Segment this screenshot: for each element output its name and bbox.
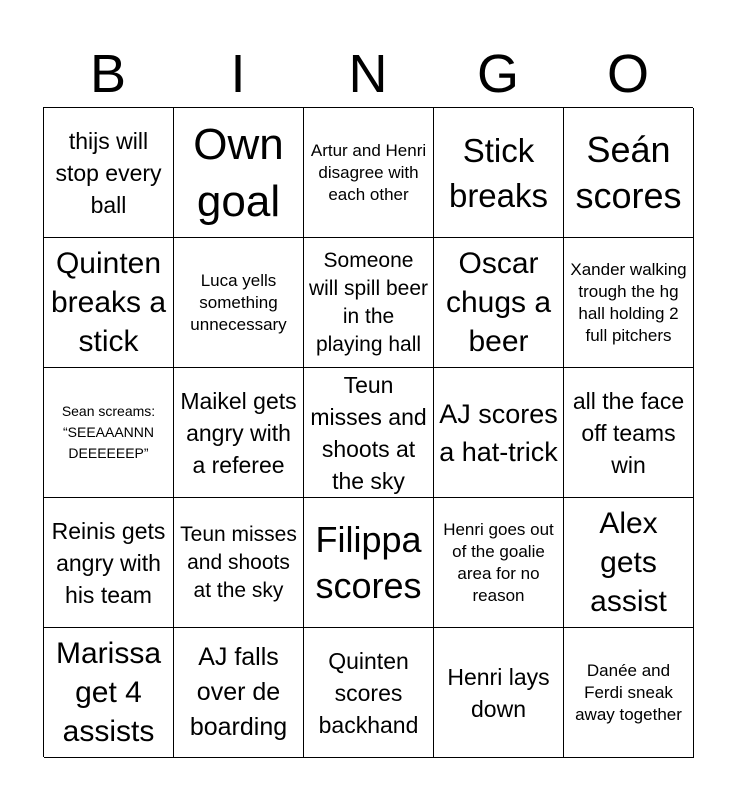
cell-text: Danée and Ferdi sneak away together bbox=[575, 660, 682, 724]
cell-text: Own goal bbox=[193, 119, 284, 226]
cell-text: Xander walking trough the hg hall holding 2 full pitchers bbox=[570, 259, 687, 345]
bingo-cell-r2c4[interactable] bbox=[434, 238, 564, 368]
header-letter-g: G bbox=[476, 44, 519, 104]
cell-text: Henri lays down bbox=[447, 663, 550, 722]
bingo-cell-r2c5[interactable] bbox=[564, 238, 694, 368]
bingo-cell-r4c5[interactable] bbox=[564, 498, 694, 628]
bingo-cell-r1c3[interactable] bbox=[304, 108, 434, 238]
cell-text: all the face off teams win bbox=[572, 387, 685, 478]
cell-text: Reinis gets angry with his team bbox=[51, 517, 166, 608]
header-letter-o: O bbox=[606, 44, 649, 104]
bingo-cell-r5c3[interactable] bbox=[304, 628, 434, 758]
cell-text: Filippa scores bbox=[315, 518, 422, 606]
bingo-cell-r3c5[interactable] bbox=[564, 368, 694, 498]
cell-text: Sean screams: “SEEAAANNN DEEEEEEP” bbox=[61, 403, 156, 461]
cell-text: Alex gets assist bbox=[590, 507, 667, 618]
header-letter-n: N bbox=[348, 44, 388, 104]
cell-text: Luca yells something unnecessary bbox=[190, 270, 287, 334]
bingo-cell-r5c4[interactable] bbox=[434, 628, 564, 758]
bingo-cell-r4c3[interactable] bbox=[304, 498, 434, 628]
bingo-cell-r3c3[interactable] bbox=[304, 368, 434, 498]
cell-text: thijs will stop every ball bbox=[55, 127, 162, 218]
cell-text: Maikel gets angry with a referee bbox=[180, 387, 297, 478]
header-letter-i: I bbox=[230, 44, 246, 104]
bingo-cell-r3c1[interactable] bbox=[44, 368, 174, 498]
cell-text: Henri goes out of the goalie area for no reason bbox=[443, 519, 554, 605]
header-letter-b: B bbox=[89, 44, 127, 104]
bingo-cell-r2c2[interactable] bbox=[174, 238, 304, 368]
bingo-header bbox=[43, 40, 693, 108]
cell-text: Teun misses and shoots at the sky bbox=[310, 371, 427, 494]
cell-text: Quinten breaks a stick bbox=[50, 247, 167, 358]
bingo-cell-r2c1[interactable] bbox=[44, 238, 174, 368]
cell-text: Seán scores bbox=[575, 128, 682, 216]
bingo-cell-r5c1[interactable] bbox=[44, 628, 174, 758]
cell-text: Marissa get 4 assists bbox=[55, 637, 161, 748]
bingo-cell-r3c2[interactable] bbox=[174, 368, 304, 498]
bingo-cell-r4c1[interactable] bbox=[44, 498, 174, 628]
bingo-cell-r1c2[interactable] bbox=[174, 108, 304, 238]
bingo-cell-r4c4[interactable] bbox=[434, 498, 564, 628]
cell-text: Teun misses and shoots at the sky bbox=[180, 522, 297, 602]
bingo-cell-r5c2[interactable] bbox=[174, 628, 304, 758]
bingo-board bbox=[43, 107, 693, 757]
bingo-cell-r1c5[interactable] bbox=[564, 108, 694, 238]
bingo-cell-r2c3[interactable] bbox=[304, 238, 434, 368]
bingo-cell-r4c2[interactable] bbox=[174, 498, 304, 628]
cell-text: AJ falls over de boarding bbox=[189, 643, 288, 741]
cell-text: AJ scores a hat-trick bbox=[439, 398, 558, 467]
cell-text: Artur and Henri disagree with each other bbox=[310, 140, 427, 204]
cell-text: Someone will spill beer in the playing hall bbox=[308, 248, 429, 356]
bingo-cell-r1c4[interactable] bbox=[434, 108, 564, 238]
bingo-cell-r1c1[interactable] bbox=[44, 108, 174, 238]
cell-text: Stick breaks bbox=[448, 131, 549, 214]
bingo-cell-r3c4[interactable] bbox=[434, 368, 564, 498]
cell-text: Oscar chugs a beer bbox=[445, 247, 552, 358]
bingo-cell-r5c5[interactable] bbox=[564, 628, 694, 758]
cell-text: Quinten scores backhand bbox=[318, 647, 419, 738]
